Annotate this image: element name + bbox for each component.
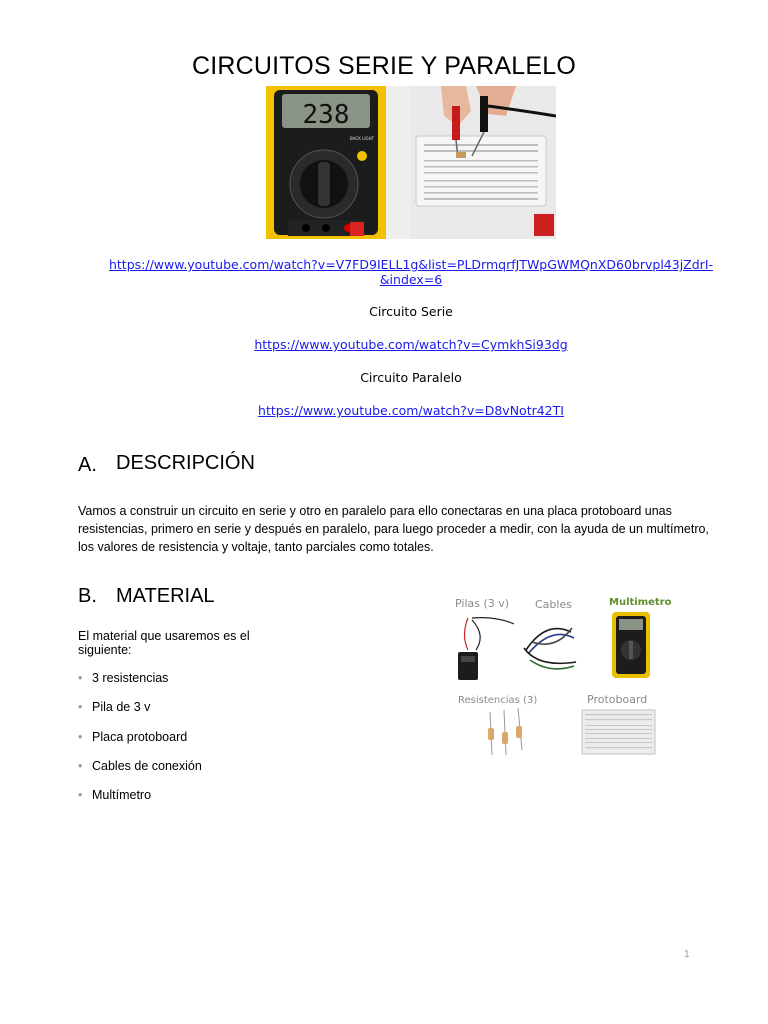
resistencias-label: Resistencias (3) xyxy=(458,695,538,706)
pilas-label: Pilas (3 v) xyxy=(455,597,510,610)
backlight-label: BACK LIGHT xyxy=(350,136,375,141)
list-item xyxy=(78,699,202,728)
section-b-number: B. xyxy=(78,585,97,607)
list-item xyxy=(78,729,202,758)
bullet-icon: • xyxy=(78,671,83,685)
list-item-label: Pila de 3 v xyxy=(92,700,151,715)
bullet-icon: • xyxy=(78,788,83,803)
display-reading: 238 xyxy=(302,100,350,130)
playlist-link[interactable] xyxy=(0,257,768,287)
list-item-label: 3 resistencias xyxy=(92,671,169,685)
material-list xyxy=(78,670,202,816)
list-item xyxy=(78,758,202,787)
section-a-number: A. xyxy=(78,454,97,476)
bullet-icon: • xyxy=(78,729,83,744)
section-b-title: MATERIAL xyxy=(116,585,215,607)
playlist-link-line2[interactable]: &index=6 xyxy=(379,272,443,287)
section-a-heading xyxy=(78,452,255,475)
list-item-label: Placa protoboard xyxy=(92,729,188,744)
list-item xyxy=(78,670,202,699)
multimetro-label: Multimetro xyxy=(609,597,672,608)
description-text: Vamos a construir un circuito en serie y otro en paralelo para ello conectaras en una placa protoboard unas resistencias, primero en serie y después en paralelo, para luego proceder a medir, con la ayuda de un multímetro, los valores de resistencia y voltaje, tanto parciales como totales. xyxy=(78,504,709,554)
list-item-label: Cables de conexión xyxy=(92,758,202,773)
list-item xyxy=(78,787,202,816)
page-title: CIRCUITOS SERIE Y PARALELO xyxy=(191,52,577,80)
section-a-title: DESCRIPCIÓN xyxy=(116,452,255,474)
bullet-icon: • xyxy=(78,700,83,715)
breadboard xyxy=(416,136,546,206)
protoboard-label: Protoboard xyxy=(587,693,648,706)
bullet-icon: • xyxy=(78,758,83,773)
paralelo-link[interactable]: https://www.youtube.com/watch?v=D8vNotr42TI xyxy=(258,403,564,418)
playlist-link-line1[interactable]: https://www.youtube.com/watch?v=V7FD9IELL1g&list=PLDrmqrfJTWpGWMQnXD60brvpl43jZdrI- xyxy=(108,257,714,272)
page-number: 1 xyxy=(684,949,690,960)
hero-image xyxy=(266,86,556,239)
material-image xyxy=(446,590,686,765)
caption-serie: Circuito Serie xyxy=(369,304,453,319)
material-intro: El material que usaremos es el siguiente: xyxy=(78,629,250,657)
list-item-label: Multímetro xyxy=(92,788,152,803)
serie-link[interactable]: https://www.youtube.com/watch?v=CymkhSi93dg xyxy=(254,337,568,352)
section-b-heading xyxy=(78,585,215,608)
caption-paralelo: Circuito Paralelo xyxy=(360,370,462,385)
cables-label: Cables xyxy=(535,598,572,611)
